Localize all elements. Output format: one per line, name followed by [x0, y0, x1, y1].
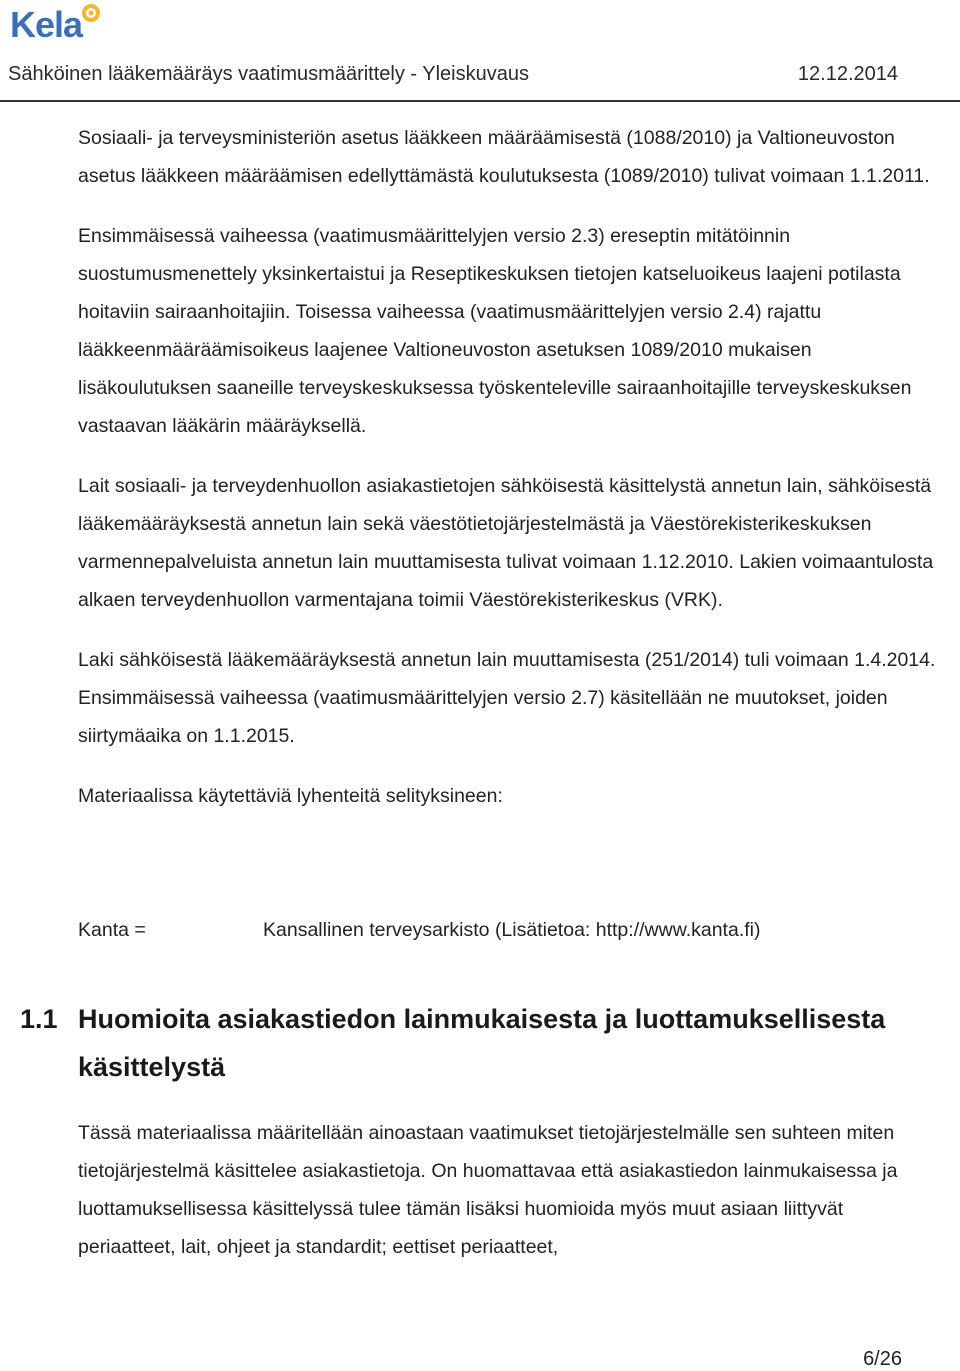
paragraph: Ensimmäisessä vaiheessa (vaatimusmäärittelyjen versio 2.3) ereseptin mitätöinnin suostumusmenettely yksinkertaistui ja Reseptikeskuksen tietojen katseluoikeus laajeni potilasta hoitaviin sairaanhoitajiin. Toisessa vaiheessa (vaatimusmäärittelyjen versio 2.4) rajattu lääkkeenmääräämisoikeus laajenee Valtioneuvoston asetuksen 1089/2010 mukaisen lisäkoulutuksen saaneille terveyskeskuksessa työskenteleville sairaanhoitajille terveyskeskuksen vastaavan lääkärin määräyksellä.: [78, 225, 912, 437]
paragraph: Tässä materiaalissa määritellään ainoastaan vaatimukset tietojärjestelmälle sen suhteen miten tietojärjestelmä käsittelee asiakastietoja. On huomattavaa että asiakastiedon lainmukaisessa ja luottamuksellisessa käsittelyssä tulee tämän lisäksi huomioida myös muut asiaan liittyvät periaatteet, lait, ohjeet ja standardit; eettiset periaatteet,: [78, 1122, 898, 1258]
logo-text: Kela: [10, 4, 83, 45]
document-title: Sähköinen lääkemääräys vaatimusmäärittely - Yleiskuvaus: [8, 63, 529, 85]
paragraph: Lait sosiaali- ja terveydenhuollon asiakastietojen sähköisestä käsittelystä annetun lain, sähköisestä lääkemääräyksestä annetun lain sekä väestötietojärjestelmästä ja Väestörekisterikeskuksen varmennepalveluista annetun lain muuttamisesta tulivat voimaan 1.12.2010. Lakien voimaantulosta alkaen terveydenhuollon varmentajana toimii Väestörekisterikeskus (VRK).: [78, 475, 934, 611]
section-title: Huomioita asiakastiedon lainmukaisesta ja luottamuksellisesta käsittelystä: [78, 1004, 886, 1082]
paragraph: Sosiaali- ja terveysministeriön asetus lääkkeen määräämisestä (1088/2010) ja Valtioneuvoston asetus lääkkeen määräämisen edellyttämästä koulutuksesta (1089/2010) tulivat voimaan 1.1.2011.: [78, 127, 930, 187]
paragraph: Laki sähköisestä lääkemääräyksestä annetun lain muuttamisesta (251/2014) tuli voimaan 1.4.2014. Ensimmäisessä vaiheessa (vaatimusmäärittelyjen versio 2.7) käsitellään ne muutokset, joiden siirtymäaika on 1.1.2015.: [78, 649, 936, 747]
section-body: [78, 1114, 944, 1266]
sun-icon: [80, 2, 102, 24]
abbreviation-definition: Kansallinen terveysarkisto (Lisätietoa: http://www.kanta.fi): [263, 919, 761, 941]
header-divider: [0, 100, 960, 102]
main-content: [78, 119, 944, 837]
document-header: [8, 63, 898, 89]
document-date: 12.12.2014: [797, 63, 898, 85]
abbreviation-term: Kanta =: [78, 919, 146, 941]
paragraph: Materiaalissa käytettäviä lyhenteitä selityksineen:: [78, 785, 503, 807]
kela-logo: [10, 2, 110, 50]
page-number: 6/26: [863, 1348, 902, 1370]
section-number: 1.1: [20, 1004, 58, 1034]
